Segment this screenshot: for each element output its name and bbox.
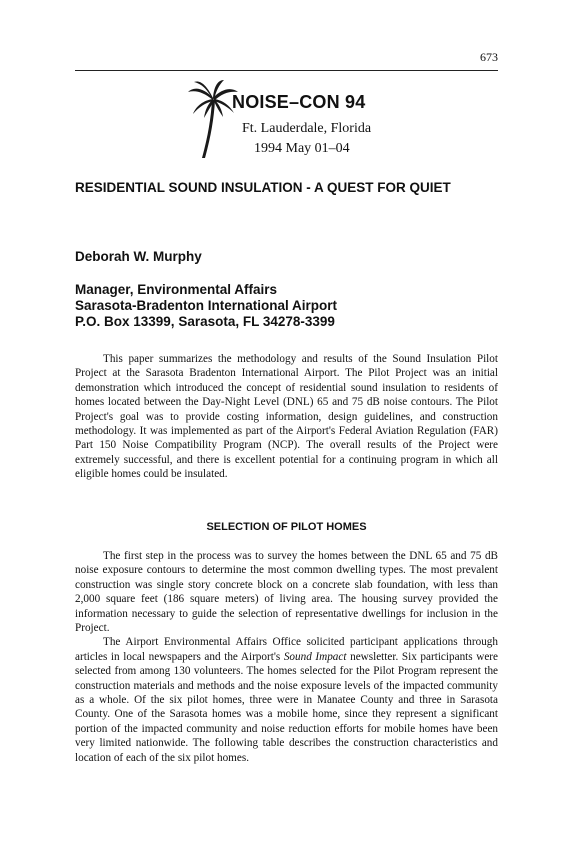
affiliation-title: Manager, Environmental Affairs — [75, 282, 278, 297]
abstract-paragraph: This paper summarizes the methodology and results of the Sound Insulation Pilot Project at the Sarasota Bradenton International Airport. The Pilot Project was an initial demonstration which introduced the concept of residential sound insulation to residents of homes located between the Day-Night Level (DNL) 65 and 75 dB noise contours. The Pilot Project's goal was to provide costing information, design guidelines, and construction methodology. It was implemented as part of the Airport's Federal Aviation Regulation (FAR) Part 150 Noise Compatibility Program (NCP). The overall results of the Project were extremely successful, and there is excellent potential for a continuing program in which all eligible homes could be insulated. — [75, 353, 498, 481]
body-paragraph: The first step in the process was to survey the homes between the DNL 65 and 75 dB noise exposure contours to determine the most common dwelling types. The most prevalent construction was single story concrete block on a concrete slab foundation, with less than 2,000 square feet (186 square meters) of living area. The housing survey provided the information necessary to guide the selection of representative dwellings for inclusion in the Project. — [75, 550, 498, 635]
section-heading: SELECTION OF PILOT HOMES — [206, 521, 367, 533]
author-name: Deborah W. Murphy — [75, 249, 202, 264]
paragraph-text: The Airport Environmental Affairs Office solicited participant applications through articles in local newspapers and the Airport's — [75, 636, 498, 663]
body-paragraph — [75, 635, 498, 765]
conference-location: Ft. Lauderdale, Florida — [242, 121, 372, 136]
paragraph-text: newsletter. Six participants were selected from among 130 volunteers. The homes selected for the Pilot Program represent the construction materials and methods and the noise exposure levels of the impacted community as a whole. Of the six pilot homes, three were in Manatee County and three in Sarasota County. One of the Sarasota homes was a mobile home, since they represent a significant portion of the impacted community and noise reduction efforts for mobile homes have been very limited nationwide. The following table describes the construction characteristics and location of each of the six pilot homes. — [75, 650, 498, 764]
section-body — [75, 549, 498, 765]
paper-title: RESIDENTIAL SOUND INSULATION - A QUEST FOR QUIET — [75, 180, 451, 195]
conference-dates: 1994 May 01–04 — [254, 141, 350, 156]
header-rule — [75, 70, 498, 71]
palm-tree-icon — [188, 80, 238, 158]
abstract — [75, 352, 498, 482]
newsletter-title: Sound Impact — [283, 650, 347, 663]
conference-name: NOISE–CON 94 — [232, 92, 366, 112]
page-number: 673 — [480, 50, 498, 64]
affiliation-organization: Sarasota-Bradenton International Airport — [75, 298, 338, 313]
affiliation-address: P.O. Box 13399, Sarasota, FL 34278-3399 — [75, 314, 335, 329]
author-affiliation — [75, 282, 337, 330]
